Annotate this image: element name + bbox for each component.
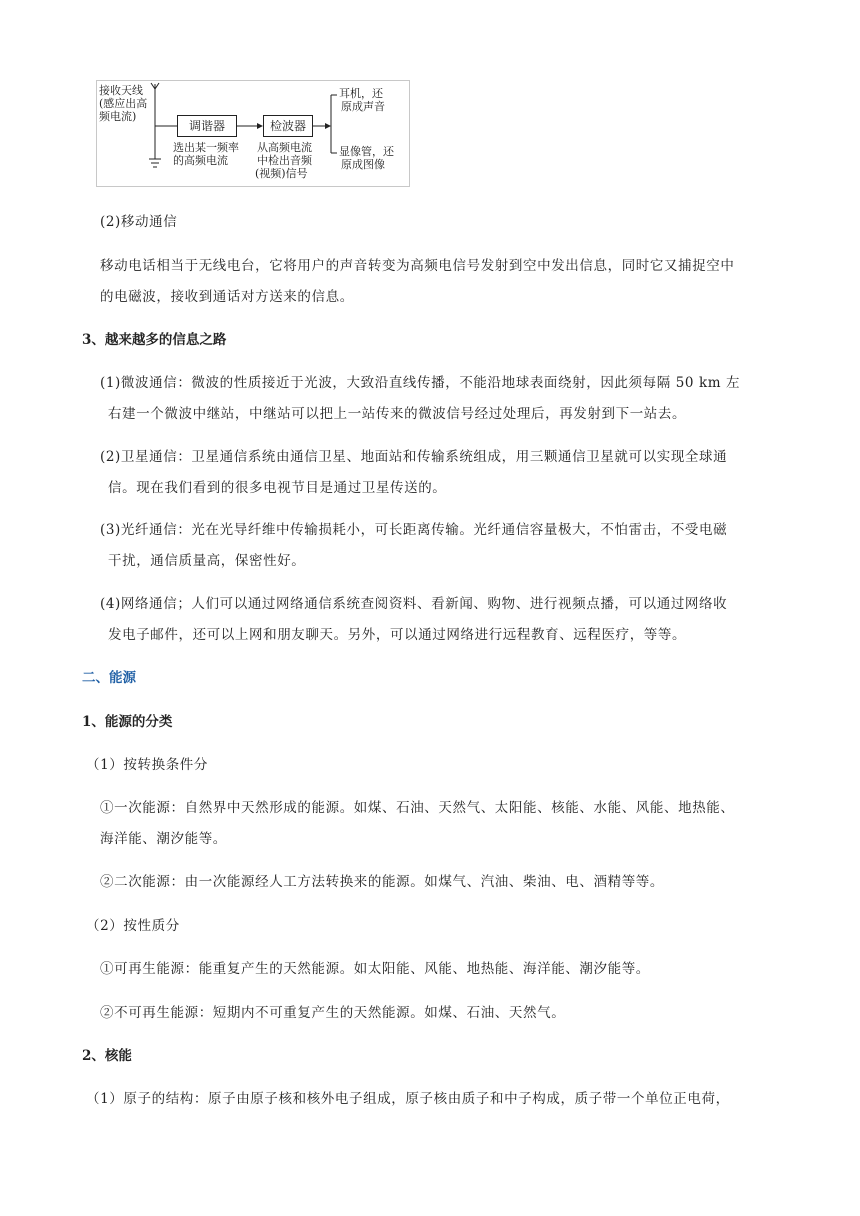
primary-energy-line1: ①一次能源：自然界中天然形成的能源。如煤、石油、天然气、太阳能、核能、水能、风能、地热能、 <box>100 800 735 816</box>
by-conversion-title: （1）按转换条件分 <box>86 757 208 773</box>
output2-line2: 原成图像 <box>341 158 385 171</box>
antenna-label-3: 频电流) <box>99 110 137 123</box>
receiver-flow-diagram <box>96 80 410 187</box>
secondary-energy: ②二次能源：由一次能源经人工方法转换来的能源。如煤气、汽油、柴油、电、酒精等等。 <box>100 874 664 890</box>
satellite-line2: 信。现在我们看到的很多电视节目是通过卫星传送的。 <box>108 480 447 496</box>
detector-box: 检波器 <box>263 115 313 137</box>
detector-desc-1: 从高频电流 <box>257 141 312 154</box>
microwave-line1: (1)微波通信：微波的性质接近于光波，大致沿直线传播，不能沿地球表面绕射，因此须每隔 50 km 左 <box>100 375 741 391</box>
mobile-line2: 的电磁波，接收到通话对方送来的信息。 <box>100 289 354 305</box>
network-line2: 发电子邮件，还可以上网和朋友聊天。另外，可以通过网络进行远程教育、远程医疗，等等。 <box>108 627 687 643</box>
output2-line1: 显像管，还 <box>339 145 394 158</box>
detector-desc-2: 中检出音频 <box>257 154 312 167</box>
network-line1: (4)网络通信；人们可以通过网络通信系统查阅资料、看新闻、购物、进行视频点播，可以通过网络收 <box>100 596 728 612</box>
atom-structure-line: （1）原子的结构：原子由原子核和核外电子组成，原子核由质子和中子构成，质子带一个单位正电荷， <box>86 1091 730 1107</box>
energy-title: 二、能源 <box>82 670 136 686</box>
renewable-energy: ①可再生能源：能重复产生的天然能源。如太阳能、风能、地热能、海洋能、潮汐能等。 <box>100 961 650 977</box>
energy-classification-title: 1、能源的分类 <box>82 714 173 730</box>
antenna-label-1: 接收天线 <box>99 84 143 97</box>
by-nature-title: （2）按性质分 <box>86 918 180 934</box>
mobile-line1: 移动电话相当于无线电台，它将用户的声音转变为高频电信号发射到空中发出信息，同时它又捕捉空中 <box>100 258 735 274</box>
fiber-line2: 干扰，通信质量高，保密性好。 <box>108 553 306 569</box>
tuner-desc-1: 选出某一频率 <box>173 141 239 154</box>
mobile-title: (2)移动通信 <box>100 214 178 230</box>
antenna-label-2: (感应出高 <box>99 97 148 110</box>
microwave-line2: 右建一个微波中继站，中继站可以把上一站传来的微波信号经过处理后，再发射到下一站去。 <box>108 406 687 422</box>
output1-line1: 耳机，还 <box>339 87 383 100</box>
nuclear-title: 2、核能 <box>82 1048 132 1064</box>
fiber-line1: (3)光纤通信：光在光导纤维中传输损耗小，可长距离传输。光纤通信容量极大，不怕雷击，不受电磁 <box>100 522 728 538</box>
output1-line2: 原成声音 <box>341 100 385 113</box>
section3-title: 3、越来越多的信息之路 <box>82 332 227 348</box>
detector-desc-3: (视频)信号 <box>255 167 308 180</box>
tuner-box: 调谐器 <box>177 115 237 137</box>
satellite-line1: (2)卫星通信：卫星通信系统由通信卫星、地面站和传输系统组成，用三颗通信卫星就可以实现全球通 <box>100 449 728 465</box>
primary-energy-line2: 海洋能、潮汐能等。 <box>100 831 227 847</box>
tuner-desc-2: 的高频电流 <box>173 154 228 167</box>
nonrenewable-energy: ②不可再生能源：短期内不可重复产生的天然能源。如煤、石油、天然气。 <box>100 1005 566 1021</box>
